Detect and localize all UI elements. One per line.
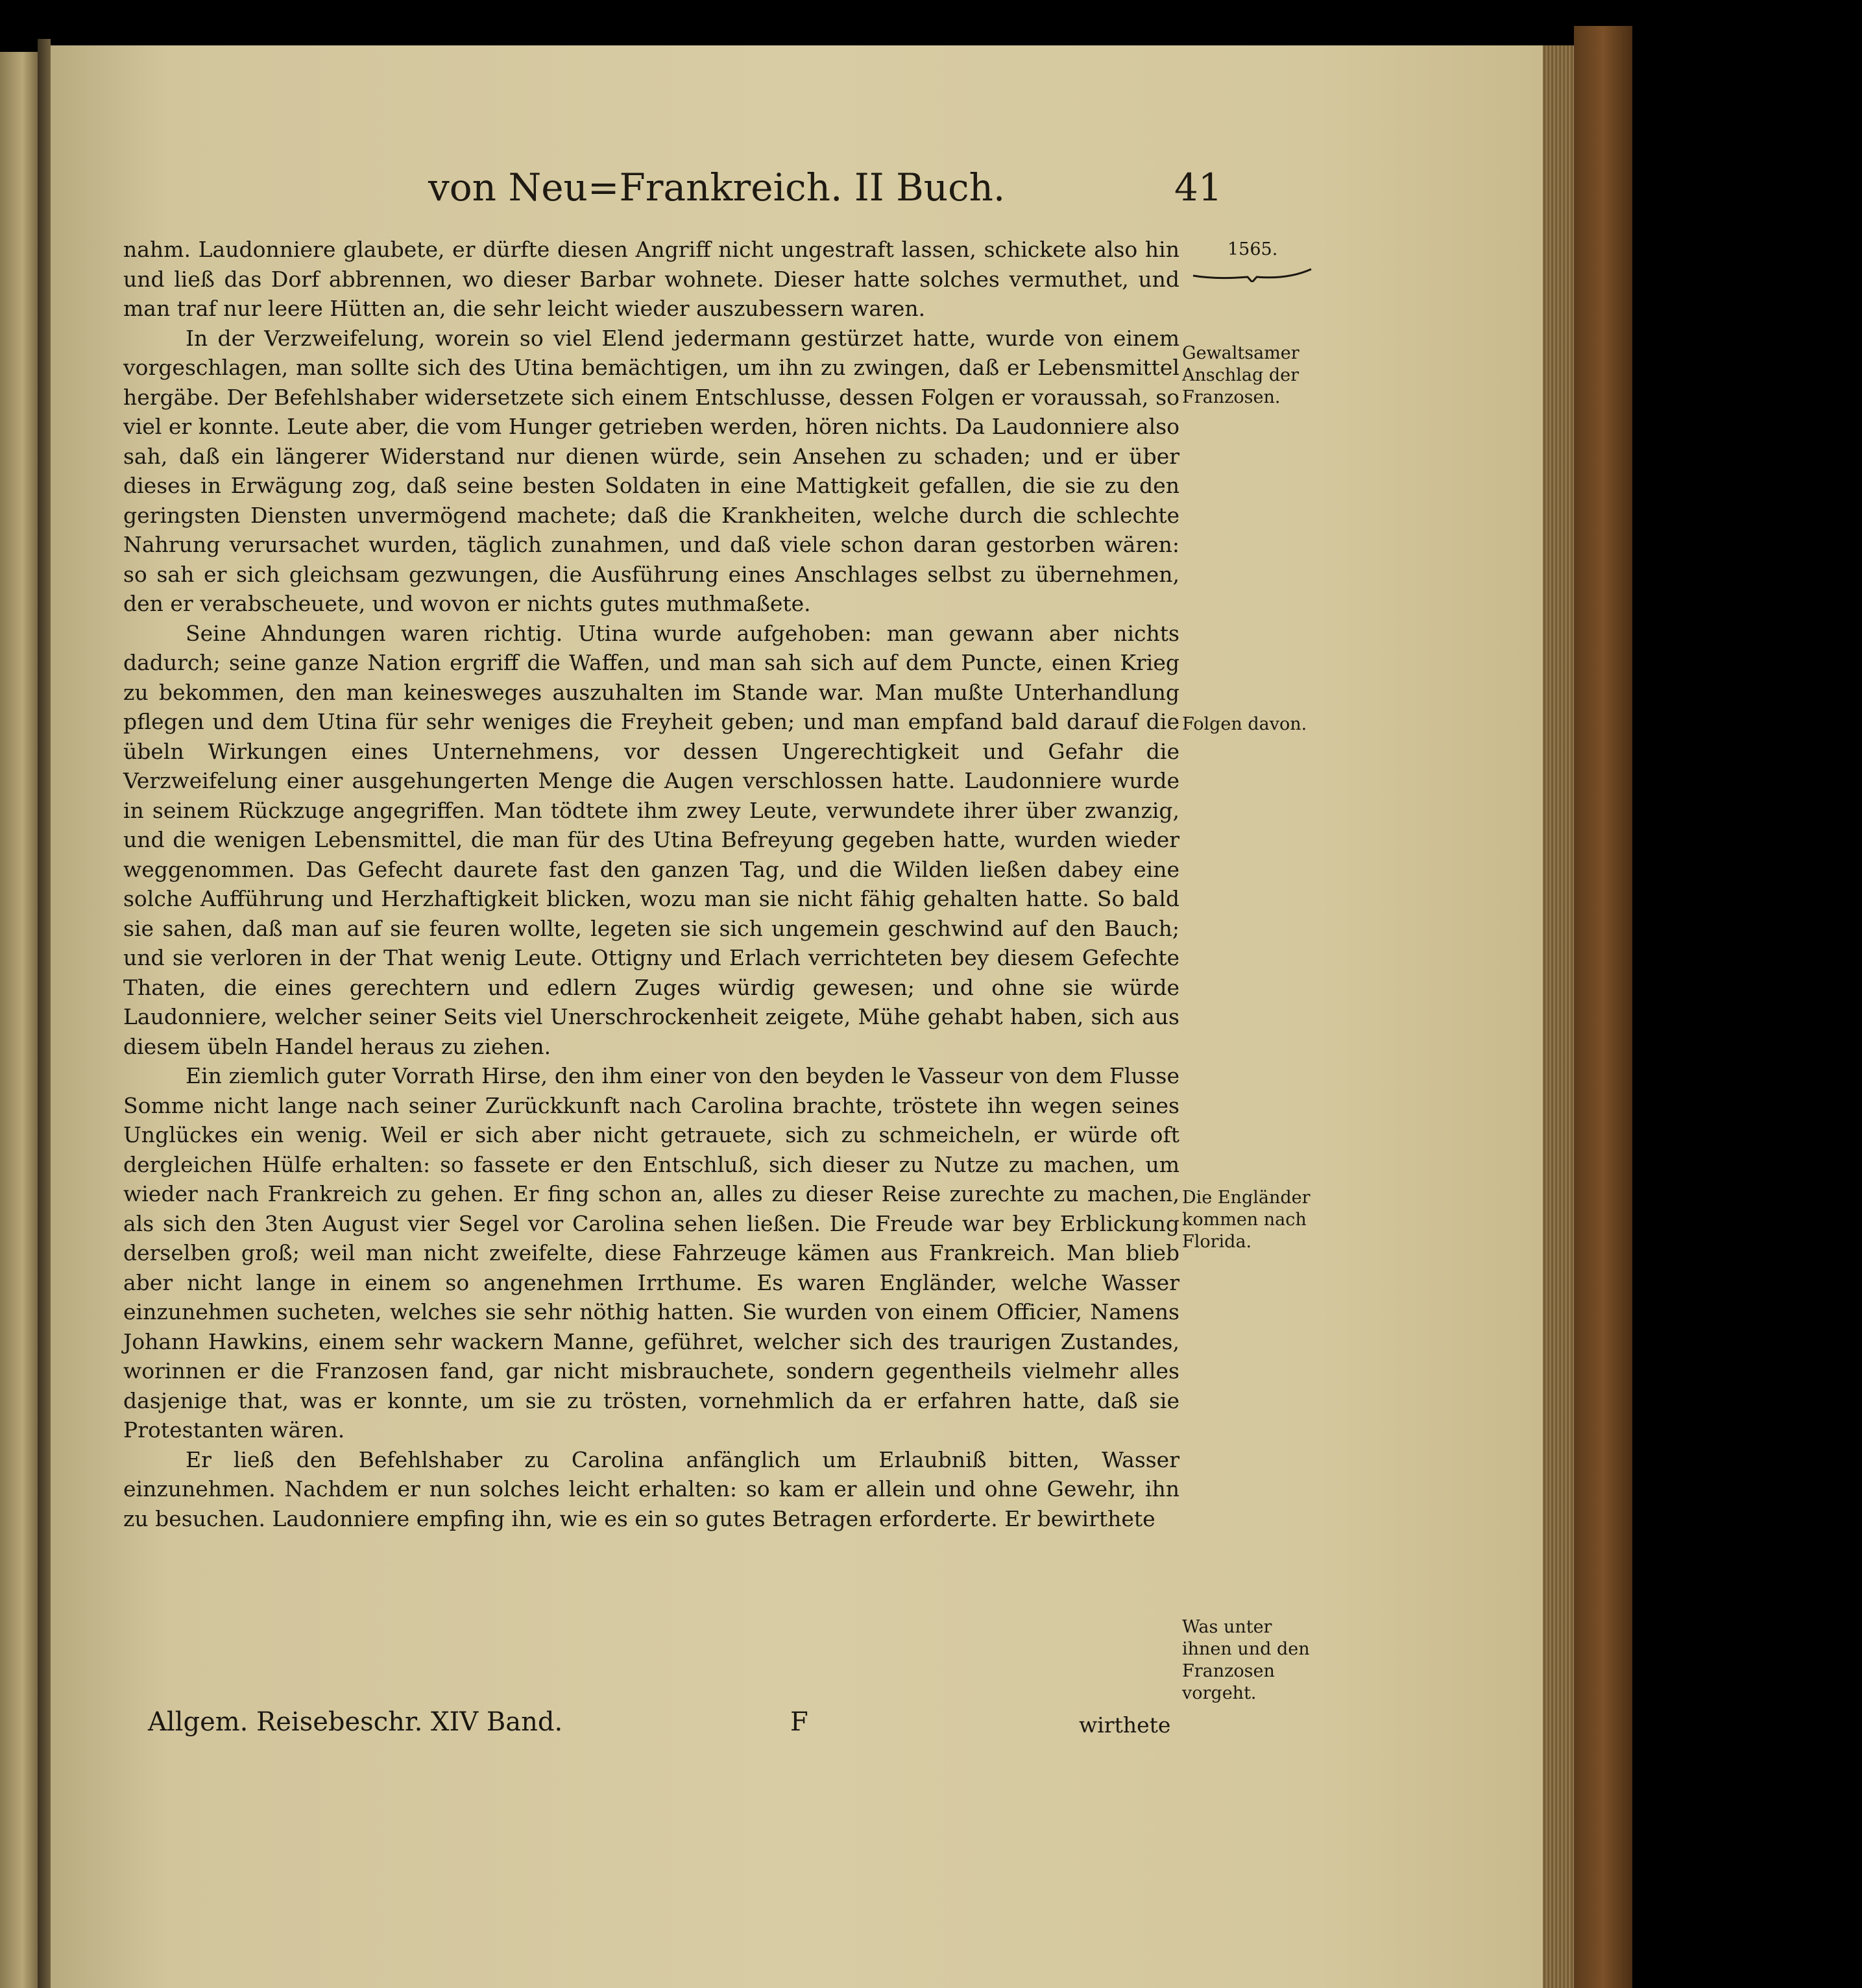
paragraph: nahm. Laudonniere glaubete, er dürfte diesen Angriff nicht ungestraft lassen, schickete also hin und ließ das Dorf abbrennen, wo dieser Barbar wohnete. Dieser hatte solches vermuthet, und man traf nur leere Hütten an, die sehr leicht wieder auszubessern waren. (123, 237, 1179, 321)
book-cover-board (1574, 26, 1632, 1988)
book-gutter (38, 39, 51, 1988)
year-brace-mark (1191, 256, 1314, 282)
previous-page-edge (0, 52, 38, 1988)
catchword: wirthete (1079, 1712, 1171, 1738)
page-footer (148, 1707, 1186, 1746)
margin-note: Gewaltsamer Anschlag der Franzosen. (1182, 343, 1300, 407)
paragraph: In der Verzweifelung, worein so viel Elend jedermann gestürzet hatte, wurde von einem vorgeschlagen, man sollte sich des Utina bemächtigen, um ihn zu zwingen, daß er Lebensmittel hergäbe. Der Befehlshaber widersetzete sich einem Entschlusse, dessen Folgen er voraussah, so viel er konnte. Leute aber, die vom Hunger getrieben werden, hören nichts. Da Laudonniere also sah, daß ein längerer Widerstand nur dienen würde, sein Ansehen zu schaden; und er über dieses in Erwägung zog, daß seine besten Soldaten in eine Mattigkeit gefallen, die sie zu den geringsten Diensten unvermögend machete; daß die Krankheiten, welche durch die schlechte Nahrung verursachet wurden, täglich zunahmen, und daß viele schon daran gestorben wären: so sah er sich gleichsam gezwungen, die Ausführung eines Anschlages selbst zu übernehmen, den er verabscheuete, und wovon er nichts gutes muthmaßete. (123, 325, 1179, 616)
margin-year: 1565. (1227, 239, 1278, 259)
running-head (428, 165, 1222, 217)
page-fore-edge (1543, 45, 1574, 1988)
body-text (123, 235, 1179, 1533)
paragraph: Ein ziemlich guter Vorrath Hirse, den ihm einer von den beyden le Vasseur von dem Flusse Somme nicht lange nach seiner Zurückkunft nach Carolina brachte, tröstete ihn wegen seines Unglückes ein wenig. Weil er sich aber nicht getrauete, sich zu schmeicheln, er würde oft dergleichen Hülfe erhalten: so fassete er den Entschluß, sich dieser zu Nutze zu machen, um wieder nach Frankreich zu gehen. Er fing schon an, alles zu dieser Reise zurechte zu machen, als sich den 3ten August vier Segel vor Carolina sehen ließen. Die Freude war bey Erblickung derselben groß; weil man nicht zweifelte, diese Fahrzeuge kämen aus Frankreich. Man blieb aber nicht lange in einem so angenehmen Irrthume. Es waren Engländer, welche Wasser einzunehmen sucheten, welches sie sehr nöthig hatten. Sie wurden von einem Officier, Namens Johann Hawkins, einem sehr wackern Manne, geführet, welcher sich des traurigen Zustandes, worinnen er die Franzosen fand, gar nicht misbrauchete, sondern gegentheils vielmehr alles dasjenige that, was er konnte, um sie zu trösten, vornehmlich da er erfahren hatte, daß sie Protestanten wären. (123, 1063, 1179, 1443)
margin-note: Folgen davon. (1182, 714, 1307, 734)
paragraph: Er ließ den Befehlshaber zu Carolina anfänglich um Erlaubniß bitten, Wasser einzunehmen. Nachdem er nun solches leicht erhalten: so kam er allein und ohne Gewehr, ihn zu besuchen. Laudonniere empfing ihn, wie es ein so gutes Betragen erforderte. Er bewirthete (123, 1446, 1179, 1531)
signature-mark: F (790, 1707, 808, 1737)
margin-note: Was unter ihnen und den Franzosen vorgeht. (1182, 1617, 1310, 1703)
paragraph: Seine Ahndungen waren richtig. Utina wurde aufgehoben: man gewann aber nichts dadurch; seine ganze Nation ergriff die Waffen, und man sah sich auf dem Puncte, einen Krieg zu bekommen, den man keinesweges auszuhalten im Stande war. Man mußte Unterhandlung pflegen und dem Utina für sehr weniges die Freyheit geben; und man empfand bald darauf die übeln Wirkungen eines Unternehmens, vor dessen Ungerechtigkeit und Gefahr die Verzweifelung einer ausgehungerten Menge die Augen verschlossen hatte. Laudonniere wurde in seinem Rückzuge angegriffen. Man tödtete ihm zwey Leute, verwundete ihrer über zwanzig, und die wenigen Lebensmittel, die man für des Utina Befreyung gegeben hatte, wurden wieder weggenommen. Das Gefecht daurete fast den ganzen Tag, und die Wilden ließen dabey eine solche Aufführung und Herzhaftigkeit blicken, wozu man sie nicht fähig gehalten hatte. So bald sie sahen, daß man auf sie feuren wollte, legeten sie sich ungemein geschwind auf den Bauch; und sie verloren in der That wenig Leute. Ottigny und Erlach verrichteten bey diesem Gefechte Thaten, die eines gerechtern und edlern Zuges würdig gewesen; und ohne sie würde Laudonniere, welcher seiner Seits viel Unerschrockenheit zeigete, Mühe gehabt haben, sich aus diesem übeln Handel heraus zu ziehen. (123, 620, 1179, 1059)
page-number: 41 (1174, 165, 1222, 210)
margin-note: Die Engländer kommen nach Florida. (1182, 1188, 1311, 1252)
running-head-title: von Neu=Frankreich. II Buch. (428, 165, 1006, 210)
signature-line: Allgem. Reisebeschr. XIV Band. (148, 1707, 563, 1737)
